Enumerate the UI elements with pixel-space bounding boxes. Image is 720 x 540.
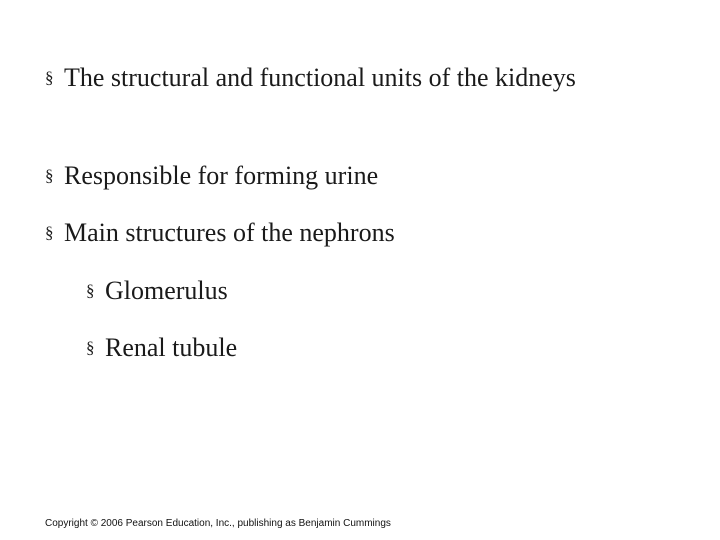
sub-bullet-renal-tubule <box>86 327 237 369</box>
sub-bullet-text: Glomerulus <box>105 276 228 305</box>
bullet-text: Responsible for forming urine <box>64 161 379 190</box>
bullet-marker-icon: § <box>86 338 95 357</box>
bullet-text: Main structures of the nephrons <box>64 218 395 247</box>
bullet-item-structures <box>45 212 395 254</box>
bullet-item-urine <box>45 155 378 197</box>
sub-bullet-glomerulus <box>86 270 228 312</box>
copyright-footer: Copyright © 2006 Pearson Education, Inc., publishing as Benjamin Cummings <box>45 518 391 529</box>
bullet-text: The structural and functional units of the kidneys <box>64 63 576 92</box>
bullet-marker-icon: § <box>86 281 95 300</box>
bullet-marker-icon: § <box>45 166 54 185</box>
bullet-marker-icon: § <box>45 68 54 87</box>
bullet-marker-icon: § <box>45 223 54 242</box>
bullet-item-units <box>45 57 624 99</box>
sub-bullet-text: Renal tubule <box>105 333 238 362</box>
